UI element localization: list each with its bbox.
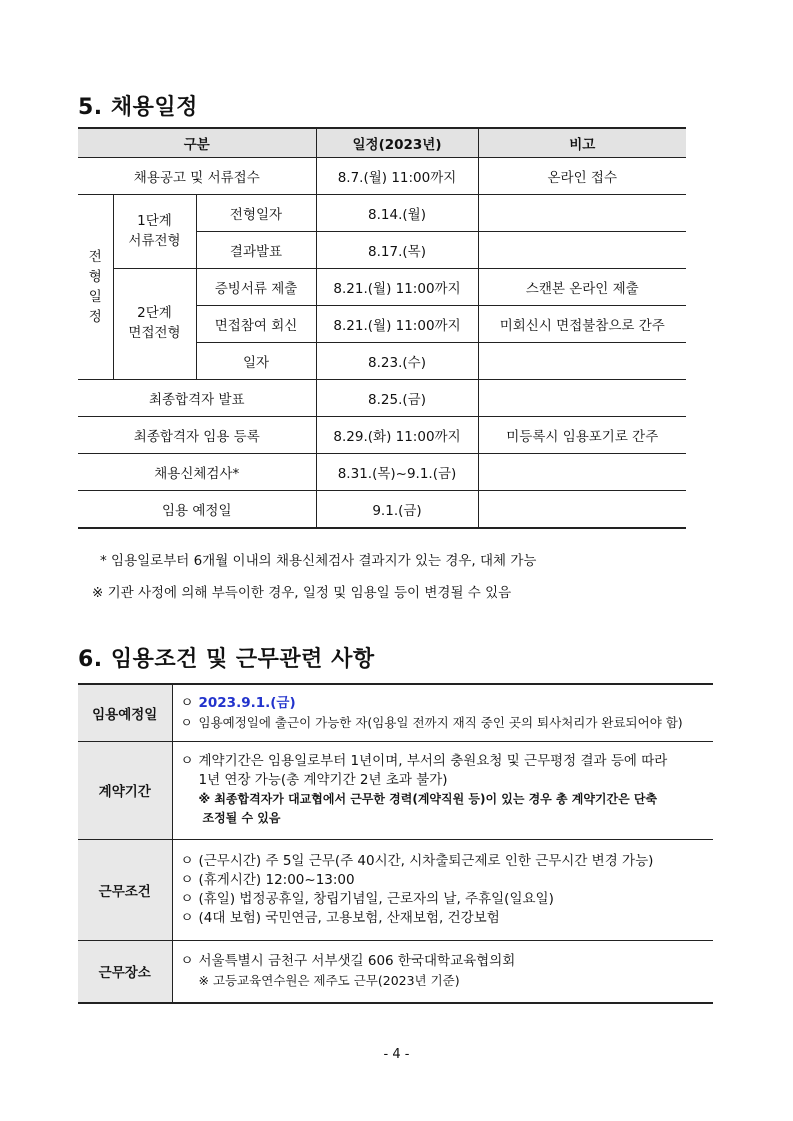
line-text: (휴게시간) 12:00~13:00 xyxy=(198,871,355,888)
row-label: 계약기간 xyxy=(78,741,172,839)
schedule-table xyxy=(78,127,686,529)
bullet: ㅇ xyxy=(180,714,193,730)
bullet: ㅇ xyxy=(180,909,194,926)
line-text: ※ 최종합격자가 대교협에서 근무한 경력(계약직원 등)이 있는 경우 총 계약기간은 단축 xyxy=(198,792,658,806)
row-note xyxy=(478,195,686,232)
table-row xyxy=(78,417,686,454)
row-label: 채용공고 및 서류접수 xyxy=(78,158,316,195)
row-note xyxy=(478,454,686,491)
row-note xyxy=(478,380,686,417)
row-content xyxy=(172,839,713,940)
row-note: 온라인 접수 xyxy=(478,158,686,195)
row-label: 결과발표 xyxy=(196,232,316,269)
bullet: ㅇ xyxy=(180,871,194,888)
row-content xyxy=(172,684,713,741)
bullet: ㅇ xyxy=(180,852,194,869)
stage2-label: 2단계 면접전형 xyxy=(113,269,196,380)
row-date: 8.29.(화) 11:00까지 xyxy=(316,417,478,454)
line-text: ※ 고등교육연수원은 제주도 근무(2023년 기준) xyxy=(198,973,460,989)
group-label-char: 정 xyxy=(88,309,102,326)
section6-title: 6. 임용조건 및 근무관련 사항 xyxy=(78,647,375,672)
table-row xyxy=(78,195,686,232)
bullet: ㅇ xyxy=(180,753,194,769)
table-row xyxy=(78,741,713,839)
row-date: 8.14.(월) xyxy=(316,195,478,232)
row-label: 임용예정일 xyxy=(78,684,172,741)
bullet: ㅇ xyxy=(180,890,194,907)
line-text: 조정될 수 있음 xyxy=(202,811,281,825)
table-row xyxy=(78,454,686,491)
line-text: (근무시간) 주 5일 근무(주 40시간, 시차출퇴근제로 인한 근무시간 변경 가능) xyxy=(198,852,654,869)
table-row xyxy=(78,491,686,529)
line-text: 1년 연장 가능(총 계약기간 2년 초과 불가) xyxy=(198,772,448,788)
row-label: 최종합격자 발표 xyxy=(78,380,316,417)
bullet: ㅇ xyxy=(180,694,194,711)
line-text: 계약기간은 임용일로부터 1년이며, 부서의 충원요청 및 근무평정 결과 등에 따라 xyxy=(198,753,668,769)
row-content xyxy=(172,940,713,1003)
appointment-date: 2023.9.1.(금) xyxy=(198,694,296,711)
row-label: 임용 예정일 xyxy=(78,491,316,529)
row-label: 근무장소 xyxy=(78,940,172,1003)
row-label: 최종합격자 임용 등록 xyxy=(78,417,316,454)
row-note xyxy=(478,491,686,529)
line-text: 서울특별시 금천구 서부샛길 606 한국대학교육협의회 xyxy=(198,953,516,970)
group-label-char: 형 xyxy=(88,268,102,285)
line-text: (4대 보험) 국민연금, 고용보험, 산재보험, 건강보험 xyxy=(198,909,500,926)
row-label: 채용신체검사* xyxy=(78,454,316,491)
section5-title: 5. 채용일정 xyxy=(78,95,198,120)
header-category: 구분 xyxy=(78,128,316,158)
row-date: 8.31.(목)~9.1.(금) xyxy=(316,454,478,491)
row-date: 8.21.(월) 11:00까지 xyxy=(316,269,478,306)
table-row xyxy=(78,269,686,306)
row-date: 9.1.(금) xyxy=(316,491,478,529)
bullet: ㅇ xyxy=(180,953,194,970)
row-note: 미등록시 임용포기로 간주 xyxy=(478,417,686,454)
group-label-char: 일 xyxy=(88,289,102,305)
footnote-schedule-change: ※ 기관 사정에 의해 부득이한 경우, 일정 및 임용일 등이 변경될 수 있음 xyxy=(92,585,512,601)
row-date: 8.7.(월) 11:00까지 xyxy=(316,158,478,195)
conditions-table xyxy=(78,683,713,1004)
page-number: - 4 - xyxy=(383,1047,410,1062)
stage1-label: 1단계 서류전형 xyxy=(113,195,196,269)
header-remarks: 비고 xyxy=(478,128,686,158)
row-label: 면접참여 회신 xyxy=(196,306,316,343)
table-row xyxy=(78,839,713,940)
table-row xyxy=(78,158,686,195)
row-date: 8.17.(목) xyxy=(316,232,478,269)
row-date: 8.25.(금) xyxy=(316,380,478,417)
group-label-vertical xyxy=(78,195,113,380)
row-label: 전형일자 xyxy=(196,195,316,232)
table-row xyxy=(78,684,713,741)
line-text: (휴일) 법정공휴일, 창립기념일, 근로자의 날, 주휴일(일요일) xyxy=(198,890,554,907)
header-date: 일정(2023년) xyxy=(316,128,478,158)
table-row xyxy=(78,380,686,417)
group-label-char: 전 xyxy=(88,248,102,265)
row-date: 8.23.(수) xyxy=(316,343,478,380)
footnote-health-check: * 임용일로부터 6개월 이내의 채용신체검사 결과지가 있는 경우, 대체 가능 xyxy=(100,553,537,569)
row-date: 8.21.(월) 11:00까지 xyxy=(316,306,478,343)
row-label: 증빙서류 제출 xyxy=(196,269,316,306)
row-note xyxy=(478,343,686,380)
table-row xyxy=(78,940,713,1003)
row-content xyxy=(172,741,713,839)
line-text: 임용예정일에 출근이 가능한 자(임용일 전까지 재직 중인 곳의 퇴사처리가 완료되어야 함) xyxy=(198,714,683,730)
row-note: 미회신시 면접불참으로 간주 xyxy=(478,306,686,343)
row-note: 스캔본 온라인 제출 xyxy=(478,269,686,306)
table-header-row xyxy=(78,128,686,158)
row-label: 일자 xyxy=(196,343,316,380)
row-label: 근무조건 xyxy=(78,839,172,940)
row-note xyxy=(478,232,686,269)
